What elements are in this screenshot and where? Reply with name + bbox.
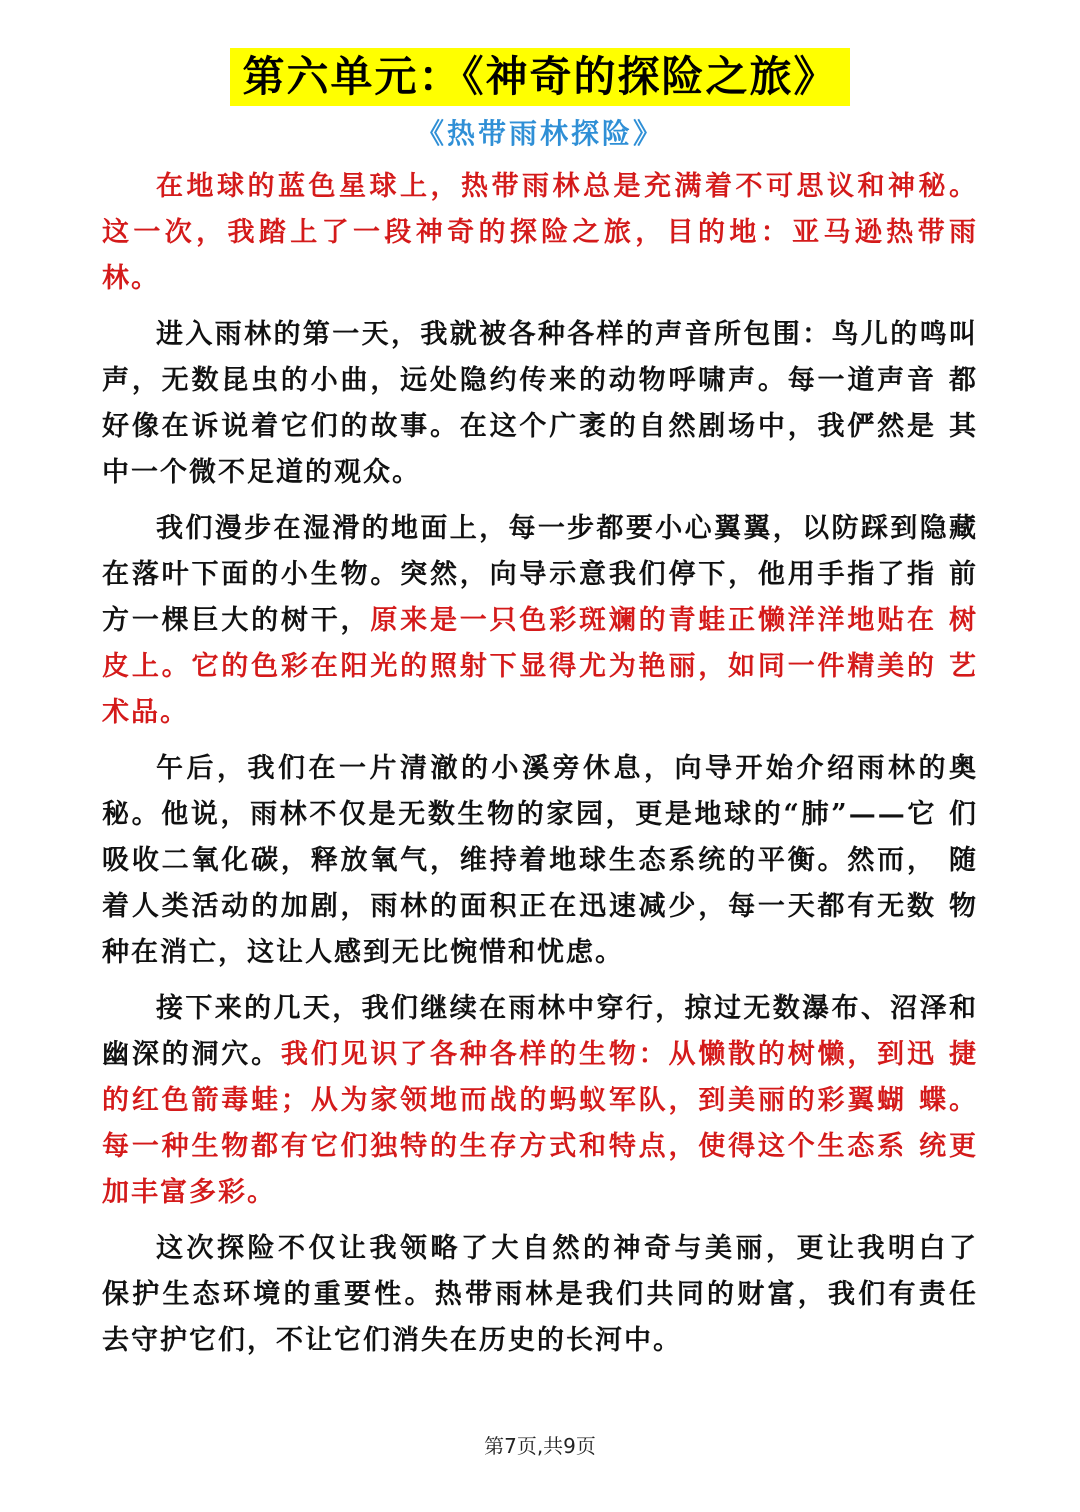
paragraph-text-emphasis: 原来是一只色彩斑斓的青蛙正懒洋洋地贴在 树皮上。它的色彩在阳光的照射下显得尤为艳丽，如同一件精美的 艺术品。 [102, 605, 978, 728]
title-container [0, 48, 1080, 106]
page-number-footer: 第7页,共9页 [484, 1434, 596, 1458]
paragraph-3 [102, 506, 978, 736]
paragraph-2 [102, 312, 978, 496]
paragraph-text: 接下来的几天，我们继续在雨林中穿行，掠过无数瀑布、沼泽和幽深的洞穴。 [102, 993, 978, 1070]
paragraph-text: 进入雨林的第一天，我就被各种各样的声音所包围：鸟儿的鸣叫声，无数昆虫的小曲，远处隐约传来的动物呼啸声。每一道声音 都好像在诉说着它们的故事。在这个广袤的自然剧场中，我俨然是 其中一个微不足道的观众。 [102, 319, 978, 488]
page-title: 第六单元：《神奇的探险之旅》 [230, 48, 849, 106]
paragraph-text-emphasis: 我们见识了各种各样的生物：从懒散的树懒，到迅 捷的红色箭毒蛙；从为家领地而战的蚂蚁军队，到美丽的彩翼蝴 蝶。每一种生物都有它们独特的生存方式和特点，使得这个生态系 统更加丰富多彩。 [102, 1039, 979, 1208]
paragraph-text: 这次探险不仅让我领略了大自然的神奇与美丽，更让我明白了 保护生态环境的重要性。热带雨林是我们共同的财富，我们有责任 去守护它们，不让它们消失在历史的长河中。 [102, 1233, 978, 1356]
paragraph-text: 午后，我们在一片清澈的小溪旁休息，向导开始介绍雨林的奥秘。他说，雨林不仅是无数生物的家园，更是地球的“肺”——它 们吸收二氧化碳，释放氧气，维持着地球生态系统的平衡。然而， 随着人类活动的加剧，雨林的面积正在迅速减少，每一天都有无数 物种在消亡，这让人感到无比惋惜和忧虑。 [102, 753, 978, 968]
page-subtitle: 《热带雨林探险》 [415, 117, 664, 150]
article-body [102, 164, 978, 1374]
paragraph-text: 我们漫步在湿滑的地面上，每一步都要小心翼翼，以防踩到隐藏在落叶下面的小生物。突然，向导示意我们停下，他用手指了指 前方一棵巨大的树干， [102, 513, 978, 636]
paragraph-5 [102, 986, 978, 1216]
paragraph-text-emphasis: 在地球的蓝色星球上，热带雨林总是充满着不可思议和神秘。 这一次，我踏上了一段神奇的探险之旅，目的地：亚马逊热带雨 林。 [102, 171, 978, 294]
paragraph-1 [102, 164, 978, 302]
paragraph-6 [102, 1226, 978, 1364]
paragraph-4 [102, 746, 978, 976]
